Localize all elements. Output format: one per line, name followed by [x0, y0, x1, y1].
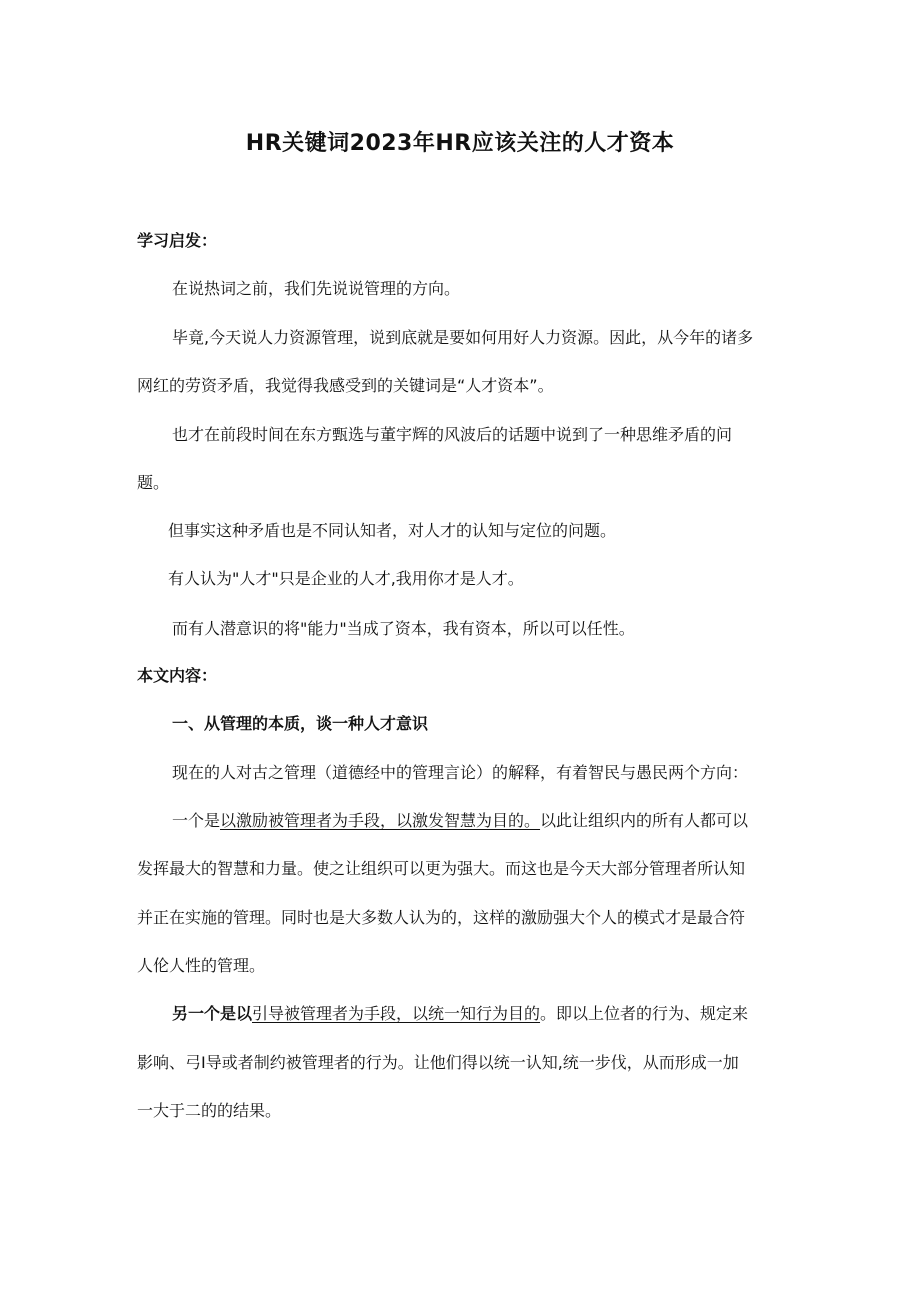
- p3-bold-prefix: 另一个是以: [172, 1004, 253, 1023]
- learning-paragraph-1: 在说热词之前，我们先说说管理的方向。: [172, 279, 461, 298]
- learning-paragraph-3-line-2: 题。: [137, 473, 170, 492]
- learning-paragraph-4: 但事实这种矛盾也是不同认知者，对人才的认知与定位的问题。: [168, 521, 617, 540]
- p2-prefix: 一个是: [172, 811, 221, 830]
- learning-paragraph-2-line-2: 网红的劳资矛盾，我觉得我感受到的关键词是“人才资本”。: [137, 376, 554, 395]
- content-paragraph-2-line-1: [172, 810, 748, 832]
- content-paragraph-2-line-3: 并正在实施的管理。同时也是大多数人认为的，这样的激励强大个人的模式才是最合符: [137, 908, 746, 927]
- p3-underlined-text: 引导被管理者为手段，以统一知行为目的: [252, 1004, 541, 1023]
- content-paragraph-3-line-3: 一大于二的的结果。: [137, 1101, 282, 1120]
- learning-paragraph-6: 而有人潜意识的将"能力"当成了资本，我有资本，所以可以任性。: [172, 619, 635, 638]
- content-paragraph-3-line-2: 影响、弓I导或者制约被管理者的行为。让他们得以统一认知,统一步伐，从而形成一加: [137, 1053, 739, 1072]
- content-paragraph-3-line-1: [172, 1003, 748, 1025]
- content-paragraph-2-line-2: 发挥最大的智慧和力量。使之让组织可以更为强大。而这也是今天大部分管理者所认知: [137, 859, 746, 878]
- p3-suffix: 。即以上位者的行为、规定来: [540, 1004, 749, 1023]
- content-subheading: 一、从管理的本质，谈一种人才意识: [172, 714, 429, 733]
- learning-paragraph-2-line-1: 毕竟,今天说人力资源管理，说到底就是要如何用好人力资源。因此，从今年的诸多: [172, 328, 754, 347]
- learning-paragraph-3-line-1: 也才在前段时间在东方甄选与董宇辉的风波后的话题中说到了一种思维矛盾的问: [172, 425, 733, 444]
- learning-paragraph-5: 有人认为"人才"只是企业的人才,我用你才是人才。: [168, 569, 524, 588]
- p2-suffix: 以此让组织内的所有人都可以: [540, 811, 749, 830]
- content-paragraph-2-line-4: 人伦人性的管理。: [137, 956, 266, 975]
- content-heading: 本文内容：: [137, 666, 218, 685]
- content-paragraph-1: 现在的人对古之管理（道德经中的管理言论）的解释，有着智民与愚民两个方向：: [172, 763, 749, 782]
- learning-heading: 学习启发：: [137, 231, 218, 250]
- p2-underlined-text: 以激励被管理者为手段，以激发智慧为目的。: [220, 811, 541, 830]
- document-title: HR关键词2023年HR应该关注的人才资本: [245, 131, 675, 156]
